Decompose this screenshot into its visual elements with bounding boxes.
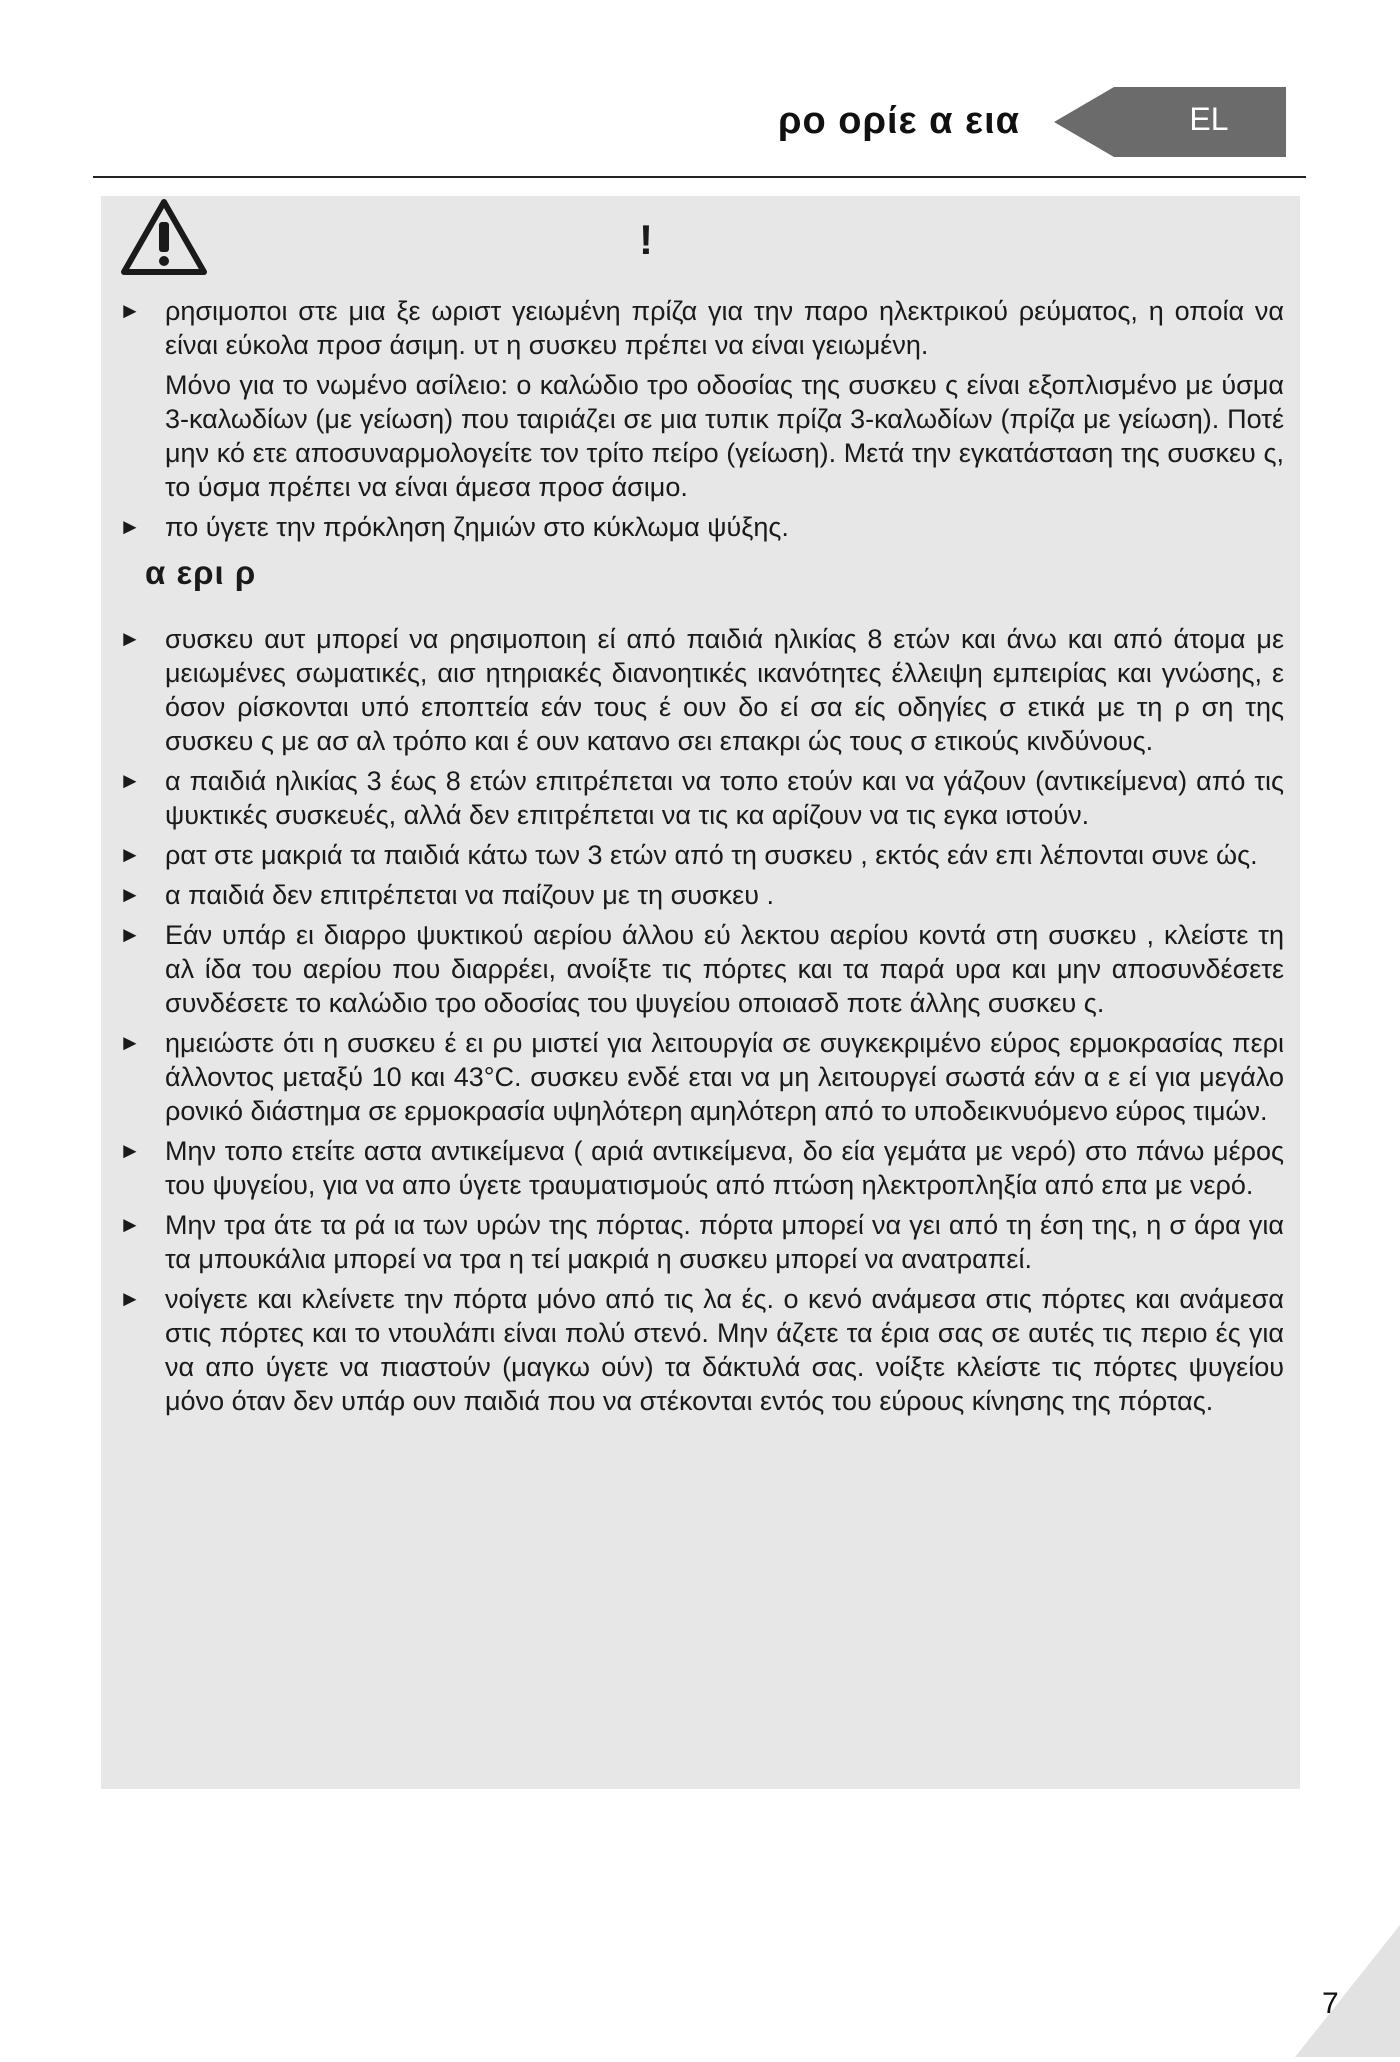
list-item-text: Μην τοπο ετείτε αστα αντικείμενα ( αριά αντικείμενα, δο εία γεμάτα με νερό) στο πάνω μέρος του ψυγείου, για να απο ύγετε τραυματισμούς από πτώση ηλεκτροπληξία από επα με νερό.: [165, 1136, 1284, 1200]
list-item-text: ρατ στε μακριά τα παιδιά κάτω των 3 ετών από τη συσκευ , εκτός εάν επι λέπονται συνε ώς.: [165, 840, 1258, 870]
list-item: [119, 1208, 1284, 1276]
bullet-arrow-icon: ►: [119, 882, 141, 907]
bullet-arrow-icon: ►: [119, 298, 141, 323]
list-item-text: Μην τρα άτε τα ρά ια των υρών της πόρτας. πόρτα μπορεί να γει από τη έση της, η σ άρα για τα μπουκάλια μπορεί να τρα η τεί μακριά η συσκευ μπορεί να ανατραπεί.: [165, 1210, 1284, 1274]
header-divider: [93, 176, 1306, 178]
list-item: [119, 510, 1284, 544]
list-item-text: ρησιμοποι στε μια ξε ωριστ γειωμένη πρίζα για την παρο ηλεκτρικού ρεύματος, η οποία να είναι εύκολα προσ άσιμη. υτ η συσκευ πρέπει να είναι γειωμένη.: [165, 296, 1284, 360]
list-item-text: Μόνο για το νωμένο ασίλειο: ο καλώδιο τρο οδοσίας της συσκευ ς είναι εξοπλισμένο με ύσμα 3-καλωδίων (με γείωση) που ταιριάζει σε μια τυπικ πρίζα 3-καλωδίων (πρίζα με γείωση). Ποτέ μην κό ετε αποσυναρμολογείτε τον τρίτο πείρο (γείωση). Μετά την εγκατάσταση της συσκευ ς, το ύσμα πρέπει να είναι άμεσα προσ άσιμο.: [165, 370, 1284, 502]
bullet-arrow-icon: ►: [119, 842, 141, 867]
list-item: [119, 764, 1284, 832]
list-item: [119, 622, 1284, 758]
language-tab: [1054, 87, 1286, 157]
section-heading: α ερι ρ: [145, 554, 257, 591]
list-item: [119, 878, 1284, 912]
list-item: [119, 918, 1284, 1020]
list-item: [119, 294, 1284, 362]
safety-warnings-panel: [101, 196, 1300, 1789]
page-title: ρο ορίε α εια: [777, 100, 1020, 142]
bullet-arrow-icon: ►: [119, 626, 141, 651]
warnings-content: [119, 294, 1284, 1424]
list-item: [119, 368, 1284, 504]
list-item: [119, 1134, 1284, 1202]
bullet-arrow-icon: ►: [119, 1138, 141, 1163]
list-item: [119, 1282, 1284, 1418]
list-item-text: συσκευ αυτ μπορεί να ρησιμοποιη εί από παιδιά ηλικίας 8 ετών και άνω και από άτομα με μειωμένες σωματικές, αισ ητηριακές διανοητικές ικανότητες έλλειψη εμπειρίας και γνώσης, ε όσον ρίσκονται υπό εποπτεία εάν τους έ ουν δο εί σα είς οδηγίες σ ετικά με τη ρ ση της συσκευ ς με ασ αλ τρόπο και έ ουν κατανο σει επακρι ώς τους σ ετικούς κινδύνους.: [165, 624, 1284, 756]
list-item: [119, 838, 1284, 872]
bullet-arrow-icon: ►: [119, 1212, 141, 1237]
page-corner-fold: [1295, 1925, 1400, 2062]
language-code: EL: [1189, 101, 1229, 137]
warning-triangle-icon: [119, 196, 209, 285]
bullet-arrow-icon: ►: [119, 768, 141, 793]
bullet-arrow-icon: ►: [119, 514, 141, 539]
list-item-text: α παιδιά ηλικίας 3 έως 8 ετών επιτρέπεται να τοπο ετούν και να γάζουν (αντικείμενα) από τις ψυκτικές συσκευές, αλλά δεν επιτρέπεται να τις κα αρίζουν να τις εγκα ιστούν.: [165, 766, 1284, 830]
list-item-text: ημειώστε ότι η συσκευ έ ει ρυ μιστεί για λειτουργία σε συγκεκριμένο εύρος ερμοκρασίας περι άλλοντος μεταξύ 10 και 43°C. συσκευ ενδέ εται να μη λειτουργεί σωστά εάν α ε εί για μεγάλο ρονικό διάστημα σε ερμοκρασία υψηλότερη αμηλότερη από το υποδεικνυόμενο εύρος τιμών.: [165, 1028, 1284, 1126]
bullet-arrow-icon: ►: [119, 922, 141, 947]
page-number: 7: [1322, 1987, 1339, 2020]
warning-heading: !: [639, 216, 653, 263]
list-item-text: Εάν υπάρ ει διαρρο ψυκτικού αερίου άλλου εύ λεκτου αερίου κοντά στη συσκευ , κλείστε τη αλ ίδα του αερίου που διαρρέει, ανοίξτε τις πόρτες και τα παρά υρα και μην αποσυνδέσετε συνδέσετε το καλώδιο τρο οδοσίας του ψυγείου οποιασδ ποτε άλλης συσκευ ς.: [165, 920, 1284, 1018]
bullet-arrow-icon: ►: [119, 1030, 141, 1055]
list-item-text: νοίγετε και κλείνετε την πόρτα μόνο από τις λα ές. ο κενό ανάμεσα στις πόρτες και ανάμεσα στις πόρτες και το ντουλάπι είναι πολύ στενό. Μην άζετε τα έρια σας σε αυτές τις περιο ές για να απο ύγετε να πιαστούν (μαγκω ούν) τα δάκτυλά σας. νοίξτε κλείστε τις πόρτες ψυγείου μόνο όταν δεν υπάρ ουν παιδιά που να στέκονται εντός του εύρους κίνησης της πόρτας.: [165, 1284, 1284, 1416]
list-item-text: πο ύγετε την πρόκληση ζημιών στο κύκλωμα ψύξης.: [165, 512, 789, 542]
list-item-text: α παιδιά δεν επιτρέπεται να παίζουν με τη συσκευ .: [165, 880, 774, 910]
list-item: [119, 1026, 1284, 1128]
bullet-arrow-icon: ►: [119, 1286, 141, 1311]
